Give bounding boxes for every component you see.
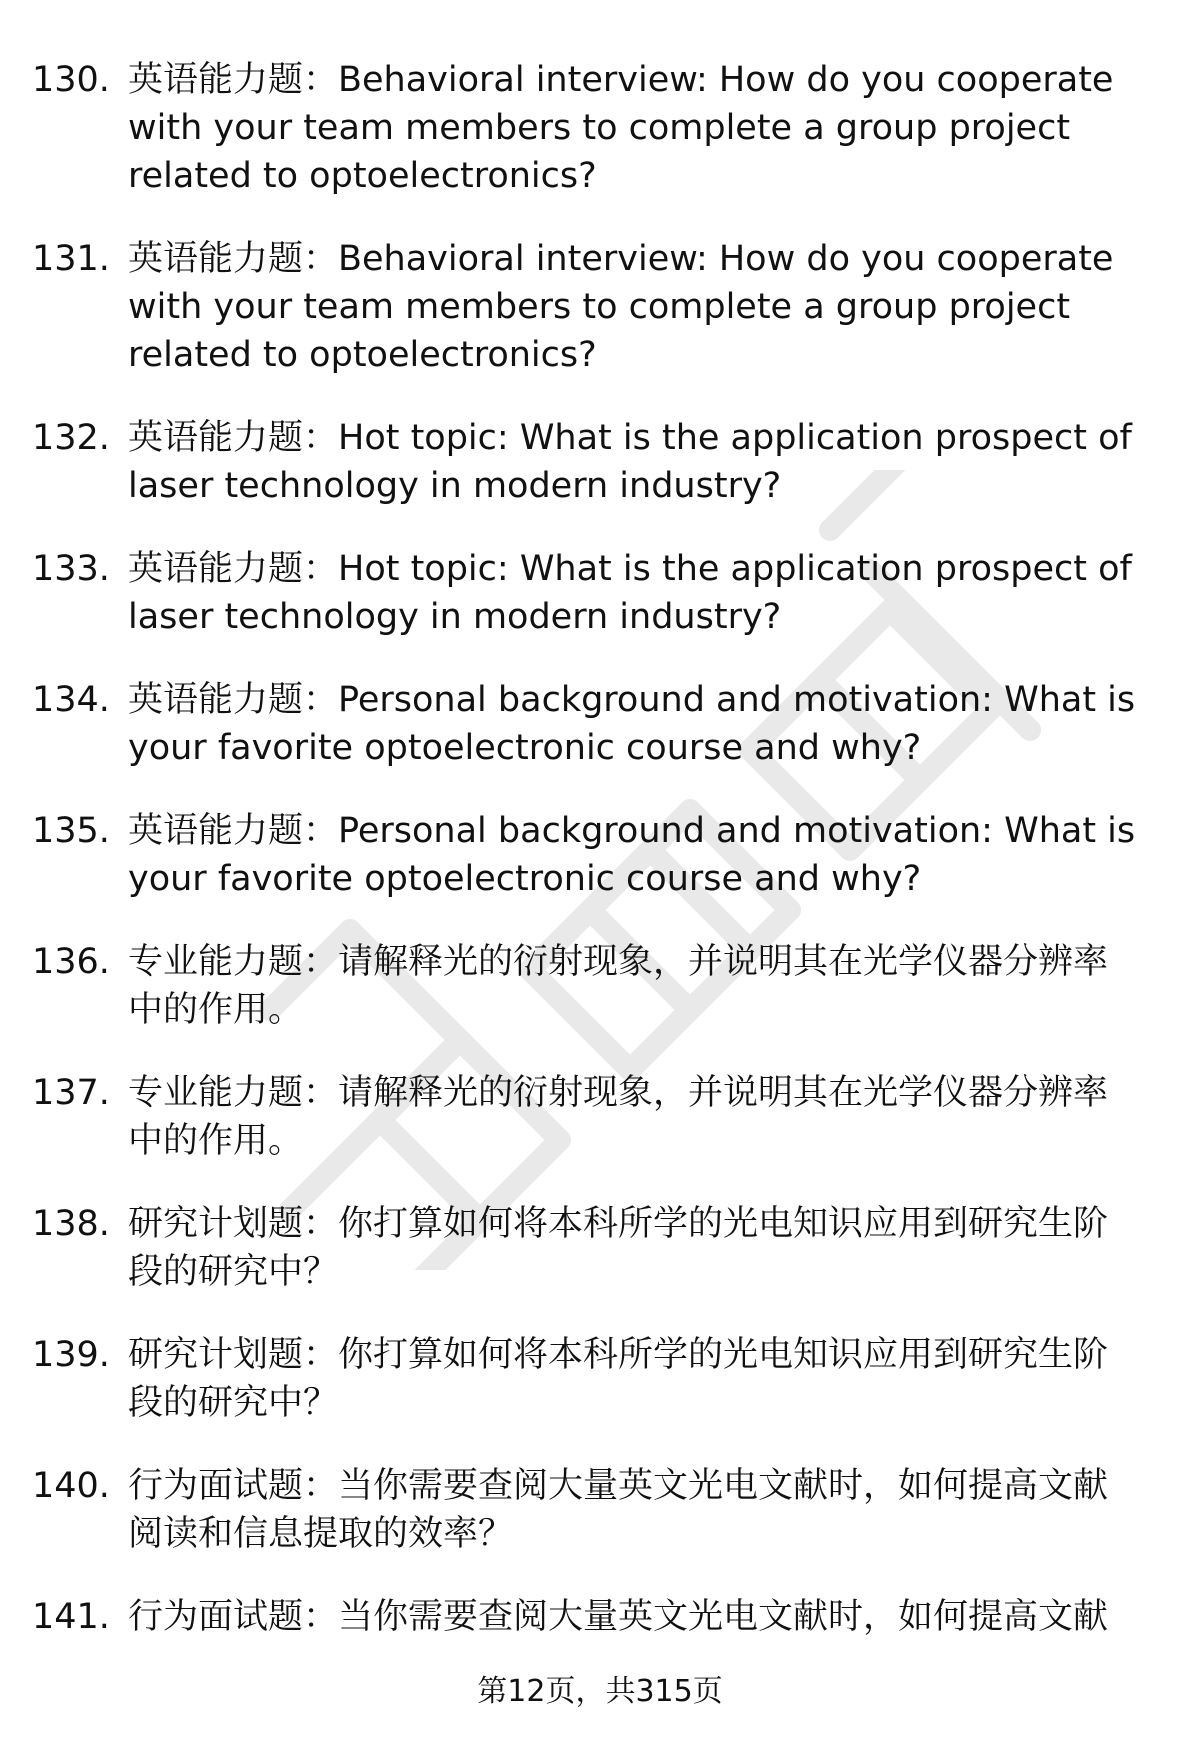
list-item [0,56,1200,200]
question-text: 专业能力题：请解释光的衍射现象，并说明其在光学仪器分辨率中的作用。 [128,942,1109,1030]
question-number: 133. [32,549,110,589]
question-number: 130. [32,60,110,100]
question-text: 研究计划题：你打算如何将本科所学的光电知识应用到研究生阶段的研究中？ [128,1204,1109,1292]
question-text: 英语能力题：Personal background and motivation: What is your favorite optoelectronic course and why? [128,680,1136,768]
question-text: 行为面试题：当你需要查阅大量英文光电文献时，如何提高文献阅读和信息提取的效率？ [128,1466,1109,1554]
question-text: 英语能力题：Behavioral interview: How do you cooperate with your team members to complete a group project related to optoelectronics? [128,60,1114,196]
question-text: 研究计划题：你打算如何将本科所学的光电知识应用到研究生阶段的研究中？ [128,1335,1109,1423]
question-number: 140. [32,1466,110,1506]
question-number: 136. [32,942,110,982]
list-item [0,545,1200,641]
page-number-label: 第12页，共315页 [477,1674,723,1709]
question-text: 英语能力题：Personal background and motivation: What is your favorite optoelectronic course and why? [128,811,1136,899]
question-text: 行为面试题：当你需要查阅大量英文光电文献时，如何提高文献 [128,1597,1109,1637]
question-number: 131. [32,239,110,279]
question-number: 132. [32,418,110,458]
list-item [0,1593,1200,1641]
list-item [0,676,1200,772]
question-number: 137. [32,1073,110,1113]
question-list [0,56,1200,1641]
question-number: 134. [32,680,110,720]
question-text: 英语能力题：Hot topic: What is the application prospect of laser technology in modern industry? [128,549,1132,637]
list-item [0,807,1200,903]
list-item [0,938,1200,1034]
question-text: 专业能力题：请解释光的衍射现象，并说明其在光学仪器分辨率中的作用。 [128,1073,1109,1161]
question-number: 139. [32,1335,110,1375]
question-text: 英语能力题：Behavioral interview: How do you cooperate with your team members to complete a group project related to optoelectronics? [128,239,1114,375]
list-item [0,235,1200,379]
question-text: 英语能力题：Hot topic: What is the application prospect of laser technology in modern industry? [128,418,1132,506]
question-number: 135. [32,811,110,851]
page-footer [0,1672,1200,1712]
list-item [0,1331,1200,1427]
list-item [0,1200,1200,1296]
list-item [0,1462,1200,1558]
list-item [0,414,1200,510]
question-number: 138. [32,1204,110,1244]
list-item [0,1069,1200,1165]
question-number: 141. [32,1597,110,1637]
